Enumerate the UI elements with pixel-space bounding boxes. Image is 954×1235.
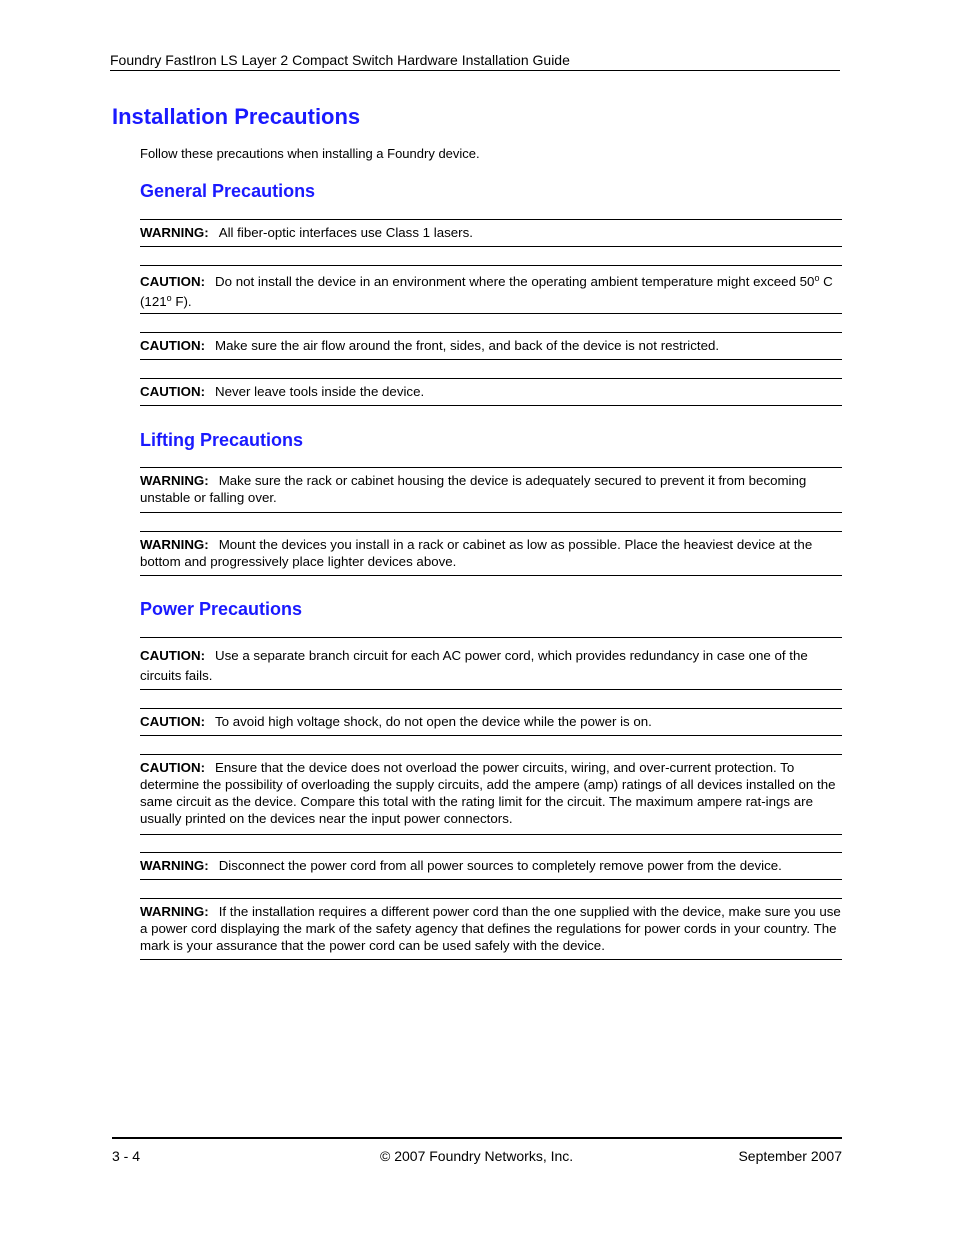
power-warning-5 — [140, 898, 842, 960]
general-caution-2 — [140, 265, 842, 314]
notice-lead: CAUTION: — [140, 648, 205, 663]
general-caution-4 — [140, 378, 842, 406]
page-title: Installation Precautions — [112, 104, 361, 129]
notice-lead: CAUTION: — [140, 760, 205, 775]
footer-date: September 2007 — [738, 1148, 842, 1164]
lifting-precautions-heading: Lifting Precautions — [140, 430, 304, 450]
intro-text: Follow these precautions when installing a Foundry device. — [140, 146, 480, 161]
power-precautions-heading: Power Precautions — [140, 599, 303, 619]
lifting-warning-1 — [140, 467, 842, 513]
general-warning-1 — [140, 219, 842, 247]
running-header: Foundry FastIron LS Layer 2 Compact Switch Hardware Installation Guide — [110, 52, 840, 71]
footer-rule — [112, 1137, 842, 1139]
power-caution-3 — [140, 754, 842, 835]
notice-text: F). — [171, 294, 192, 309]
footer-page-number: 3 - 4 — [112, 1148, 141, 1164]
lifting-warning-2 — [140, 531, 842, 576]
notice-text: C (121 — [140, 274, 833, 309]
notice-text: To avoid high voltage shock, do not open the device while the power is on. — [215, 714, 652, 729]
notice-text: If the installation requires a different power cord than the one supplied with the device, make sure you use a power cord displaying the mark of the safety agency that defines the regulations for power cords in your country. The mark is your assurance that the power cord can be used safely with the device. — [140, 904, 841, 953]
degree-superscript: o — [166, 293, 172, 303]
footer-copyright: © 2007 Foundry Networks, Inc. — [380, 1148, 574, 1164]
notice-text: Do not install the device in an environment where the operating ambient temperature might exceed 50 — [215, 274, 815, 289]
notice-lead: WARNING: — [140, 225, 209, 240]
notice-lead: WARNING: — [140, 904, 209, 919]
power-caution-2 — [140, 708, 842, 736]
notice-lead: CAUTION: — [140, 384, 205, 399]
notice-text: Disconnect the power cord from all power sources to completely remove power from the device. — [218, 858, 782, 873]
notice-text: Mount the devices you install in a rack or cabinet as low as possible. Place the heaviest device at the bottom and progressively place lighter devices above. — [140, 537, 813, 569]
notice-text: Never leave tools inside the device. — [215, 384, 425, 399]
general-precautions-heading: General Precautions — [140, 181, 316, 201]
power-warning-4 — [140, 852, 842, 880]
notice-lead: WARNING: — [140, 858, 209, 873]
notice-text: Ensure that the device does not overload the power circuits, wiring, and over-current protection. To determine the possibility of overloading the supply circuits, add the ampere (amp) ratings of all devices installed on the same circuit as the device. Compare this total with the rating limit for the circuit. The maximum ampere rat-ings are usually printed on the devices near the input power connectors. — [140, 760, 836, 826]
notice-lead: WARNING: — [140, 537, 209, 552]
notice-text: Make sure the rack or cabinet housing the device is adequately secured to prevent it from becoming unstable or falling over. — [140, 473, 807, 505]
notice-lead: WARNING: — [140, 473, 209, 488]
notice-lead: CAUTION: — [140, 338, 205, 353]
notice-lead: CAUTION: — [140, 714, 205, 729]
notice-lead: CAUTION: — [140, 274, 205, 289]
power-caution-1 — [140, 637, 842, 690]
notice-text: Use a separate branch circuit for each AC power cord, which provides redundancy in case one of the circuits fails. — [140, 648, 808, 683]
general-caution-3 — [140, 332, 842, 360]
notice-text: All fiber-optic interfaces use Class 1 lasers. — [218, 225, 473, 240]
degree-superscript: o — [814, 273, 820, 283]
notice-text: Make sure the air flow around the front, sides, and back of the device is not restricted. — [215, 338, 720, 353]
